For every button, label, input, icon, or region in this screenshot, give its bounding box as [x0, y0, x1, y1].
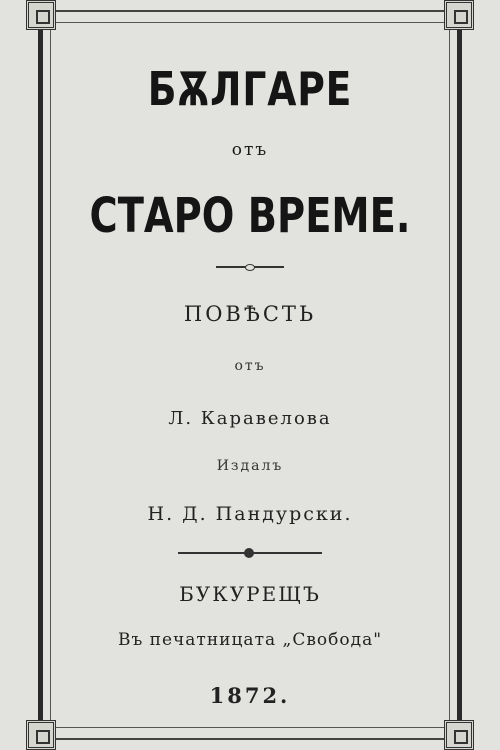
corner-ornament-icon: [444, 0, 474, 30]
ornamental-rule: [216, 266, 284, 268]
title-line-2: СТАРО ВРЕМЕ.: [89, 188, 411, 244]
publisher: Н. Д. Пандурски.: [147, 503, 353, 525]
corner-ornament-icon: [26, 0, 56, 30]
city: БУКУРЕЩЪ: [179, 582, 321, 606]
published-by-label: Издалъ: [216, 458, 284, 474]
title-line-1: БѪЛГАРЕ: [147, 62, 353, 116]
year: 1872.: [209, 683, 291, 708]
subtitle: ПОВѢСТЬ: [183, 302, 317, 326]
title-connector: отъ: [231, 140, 269, 160]
by-label: отъ: [234, 358, 266, 374]
ornamental-divider: [178, 548, 322, 558]
printing-house: Въ печатницата „Свобода": [117, 630, 383, 650]
inner-border: [50, 22, 450, 728]
author: Л. Каравелова: [168, 408, 332, 429]
corner-ornament-icon: [444, 720, 474, 750]
corner-ornament-icon: [26, 720, 56, 750]
